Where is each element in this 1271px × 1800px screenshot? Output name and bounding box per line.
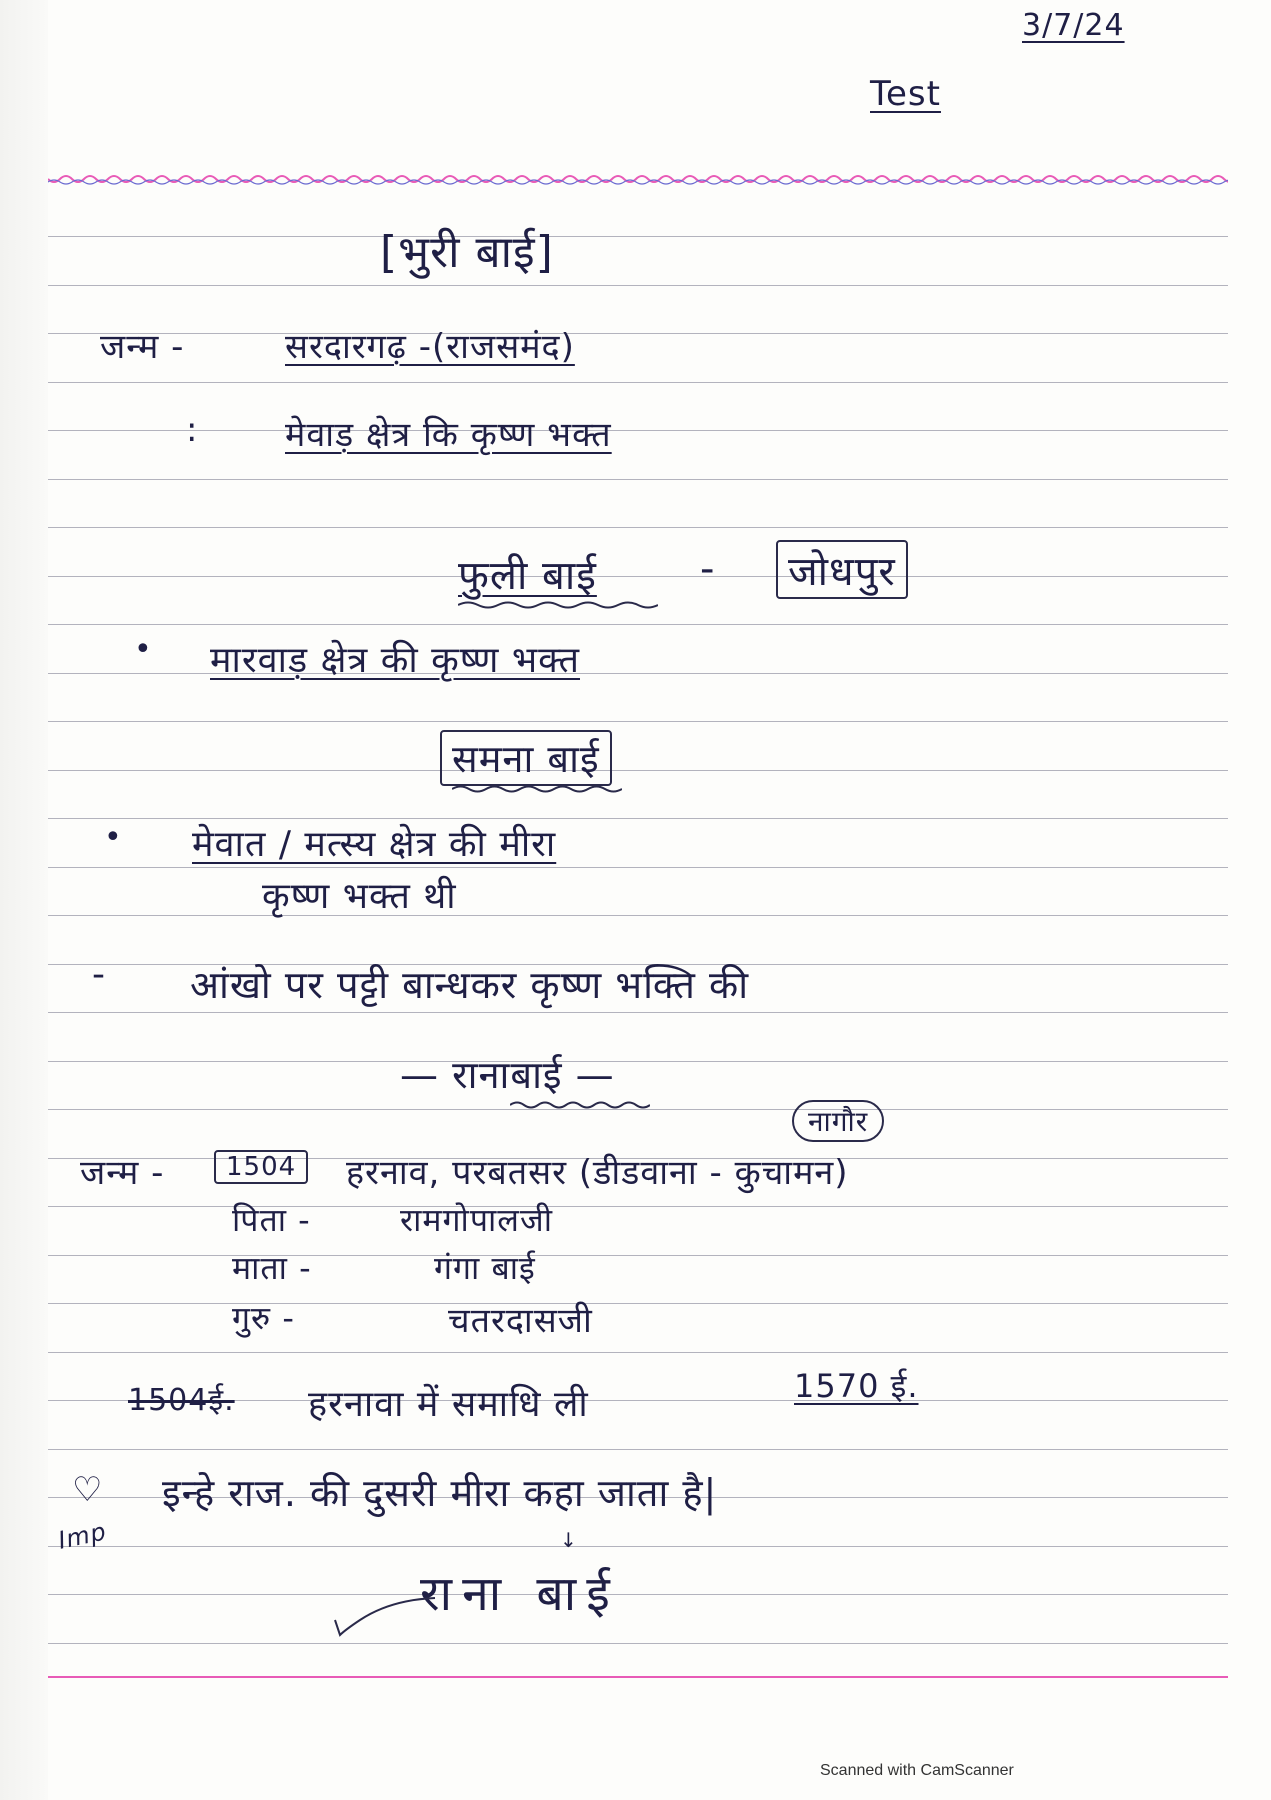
bhuri-janm-label: जन्म - [100,327,185,367]
rana-guru: चतरदासजी [448,1301,593,1341]
bottom-margin-line [48,1676,1228,1678]
arrow-down-icon: ↓ [560,1528,578,1552]
ruled-line [48,1206,1228,1207]
rana-bai-title: — रानाबाई — [400,1053,615,1097]
samna-note-line1: मेवात / मत्स्य क्षेत्र की मीरा [192,824,557,865]
ruled-line [48,1449,1228,1450]
phuli-bullet: • [134,632,153,667]
rana-final-name: राना बाई [420,1566,620,1622]
phuli-note: मारवाड़ क्षेत्र की कृष्ण भक्त [210,640,580,681]
imp-mark: Imp [55,1517,110,1555]
ruled-line [48,236,1228,237]
samna-wave-underline [452,784,622,794]
samna-note-line3: आंखो पर पट्टी बान्धकर कृष्ण भक्ति की [190,963,750,1007]
ruled-line [48,1352,1228,1353]
ruled-line [48,1012,1228,1013]
ruled-line [48,1594,1228,1595]
rana-pita-label: पिता - [232,1201,311,1239]
ruled-line [48,1303,1228,1304]
date-text: 3/7/24 [1022,8,1125,43]
phuli-dash: - [700,546,716,592]
phuli-place-box: जोधपुर [776,540,908,599]
rana-birth-year: 1504 [214,1150,308,1184]
ruled-line [48,382,1228,383]
rana-guru-label: गुरु - [232,1299,295,1337]
ruled-line [48,867,1228,868]
samna-dash: - [92,954,106,995]
rana-pita: रामगोपालजी [400,1201,554,1239]
ruled-line [48,479,1228,480]
bhuri-note-bullet: : [186,410,199,450]
pointer-curve-icon [330,1590,440,1640]
rana-famous-line: इन्हे राज. की दुसरी मीरा कहा जाता है| [162,1471,718,1515]
ruled-line [48,576,1228,577]
samna-bullet: • [104,820,123,855]
heart-icon: ♡ [72,1470,104,1510]
rana-wave-underline [510,1100,650,1110]
page-spine [0,0,48,1800]
ruled-line [48,624,1228,625]
test-mark: Test [870,74,941,114]
phuli-wave-underline [458,600,658,610]
samna-bai-title: समना बाई [440,730,612,786]
rana-janm-label: जन्म - [80,1153,165,1193]
rana-nagaur-note: नागौर [792,1100,884,1142]
ruled-line [48,430,1228,431]
ruled-line [48,770,1228,771]
bhuri-janm-value: सरदारगढ़ -(राजसमंद) [285,327,575,367]
ruled-line [48,1255,1228,1256]
phuli-bai-title: फुली बाई [458,553,597,599]
scanner-footer: Scanned with CamScanner [820,1762,1014,1779]
rana-mata: गंगा बाई [434,1249,536,1287]
ruled-line [48,721,1228,722]
ruled-line [48,1643,1228,1644]
bhuri-bai-title: [भुरी बाई] [380,227,554,278]
rana-janm-value: हरनाव, परबतसर (डीडवाना - कुचामन) [346,1153,849,1193]
rana-mata-label: माता - [232,1249,312,1287]
ruled-line [48,915,1228,916]
samna-note-line2: कृष्ण भक्त थी [262,876,457,917]
rana-samadhi-year: 1570 ई. [794,1367,919,1405]
rana-samadhi: हरनावा में समाधि ली [308,1384,589,1425]
rana-struck-year: 1504ई. [128,1383,235,1418]
ruled-line [48,285,1228,286]
top-margin-wave [48,170,1228,188]
bhuri-note: मेवाड़ क्षेत्र कि कृष्ण भक्त [285,415,612,455]
ruled-line [48,1061,1228,1062]
ruled-line [48,1546,1228,1547]
ruled-line [48,333,1228,334]
ruled-line [48,527,1228,528]
